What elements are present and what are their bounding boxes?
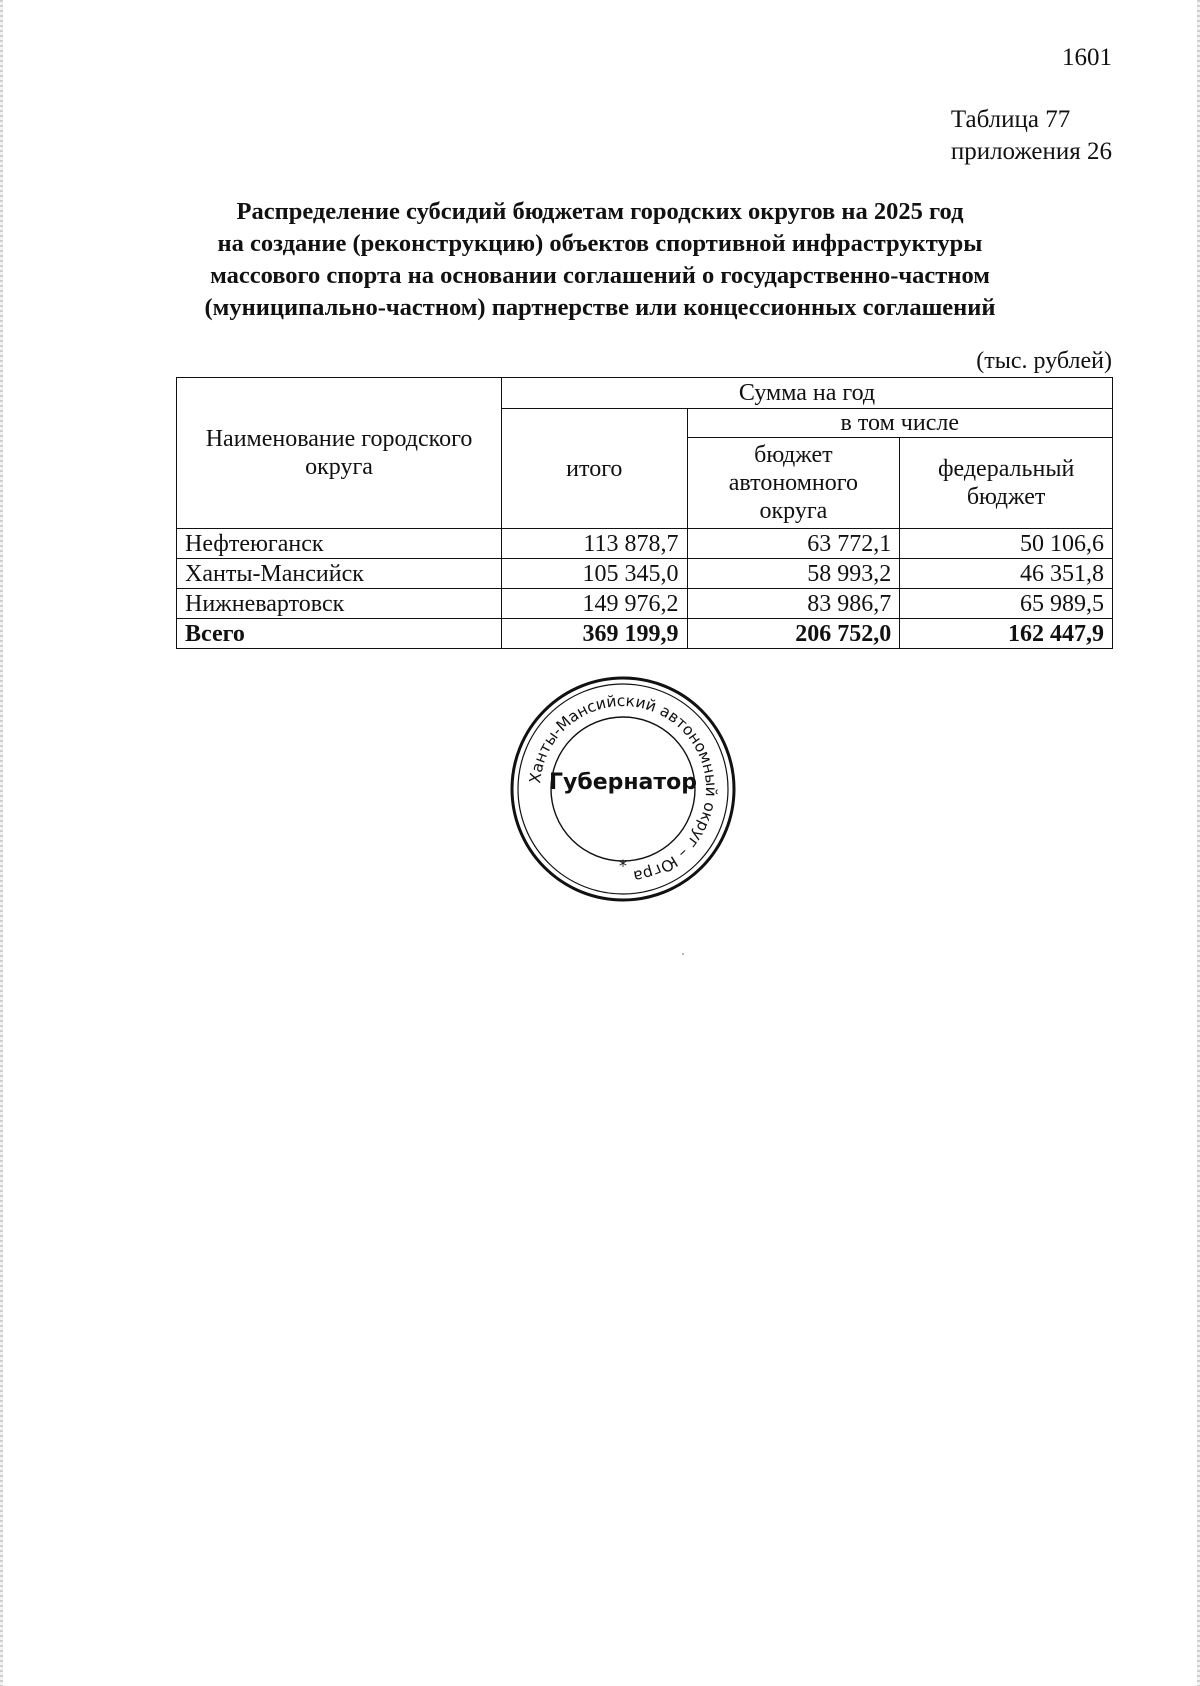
row-name: Нижневартовск: [177, 589, 502, 619]
row-total: 113 878,7: [502, 529, 687, 559]
row-regional: 63 772,1: [687, 529, 900, 559]
totals-total: 369 199,9: [502, 619, 687, 649]
table-reference: [951, 104, 1112, 168]
row-federal: 50 106,6: [900, 529, 1113, 559]
header-name: Наименование городского округа: [177, 378, 502, 529]
appendix-number: приложения 26: [950, 138, 1112, 165]
row-name: Ханты-Мансийск: [177, 559, 502, 589]
page-number: 1601: [1062, 44, 1112, 71]
title-line: Распределение субсидий бюджетам городских округов на 2025 год: [236, 198, 964, 225]
totals-federal: 162 447,9: [900, 619, 1113, 649]
table-row: [177, 529, 1113, 559]
governor-seal: [509, 675, 737, 903]
row-federal: 46 351,8: [900, 559, 1113, 589]
row-name: Нефтеюганск: [177, 529, 502, 559]
scan-speck: [682, 953, 684, 955]
document-title: [160, 196, 1040, 324]
header-federal-budget: федеральный бюджет: [900, 438, 1113, 529]
units-label: (тыс. рублей): [976, 348, 1112, 374]
header-sum-per-year: Сумма на год: [502, 378, 1113, 409]
scan-edge-left: [0, 0, 3, 1686]
header-regional-budget: бюджет автономного округа: [687, 438, 900, 529]
table-row: [177, 589, 1113, 619]
row-total: 105 345,0: [502, 559, 687, 589]
header-total: итого: [502, 409, 687, 529]
title-line: массового спорта на основании соглашений о государственно-частном: [210, 262, 990, 289]
seal-center-text: Губернатор: [548, 770, 698, 795]
totals-regional: 206 752,0: [687, 619, 900, 649]
row-federal: 65 989,5: [900, 589, 1113, 619]
header-including: в том числе: [687, 409, 1112, 438]
subsidy-table: [176, 377, 1113, 649]
seal-star: *: [619, 856, 627, 875]
totals-label: Всего: [177, 619, 502, 649]
row-regional: 58 993,2: [687, 559, 900, 589]
totals-row: [177, 619, 1113, 649]
row-total: 149 976,2: [502, 589, 687, 619]
table-row: [177, 559, 1113, 589]
title-line: (муниципально-частном) партнерстве или концессионных соглашений: [204, 294, 996, 321]
row-regional: 83 986,7: [687, 589, 900, 619]
title-line: на создание (реконструкцию) объектов спортивной инфраструктуры: [217, 230, 983, 257]
table-number: Таблица 77: [950, 106, 1071, 133]
seal-ring-text: Ханты-Мансийский автономный округ – Югра: [526, 691, 721, 886]
